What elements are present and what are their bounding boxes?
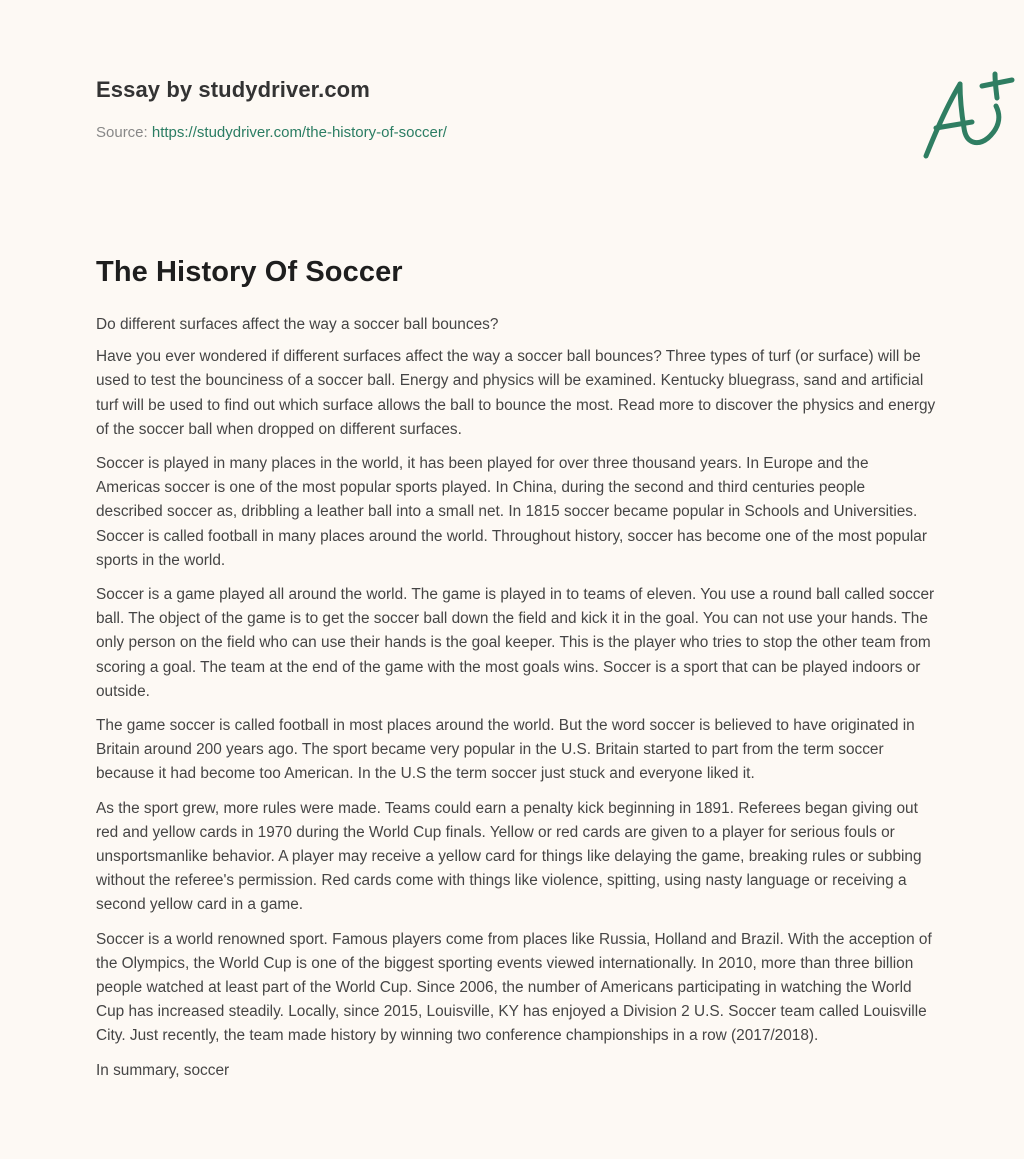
source-link[interactable]: https://studydriver.com/the-history-of-soccer/	[151, 124, 447, 141]
essay-paragraph: Soccer is a game played all around the world. The game is played in to teams of eleven. You use a round ball called soccer ball. The object of the game is to get the soccer ball down the field and kick it in the goal. You can not use your hands. The only person on the field who can use their hands is the goal keeper. This is the player who tries to stop the other team from scoring a goal. The team at the end of the game with the most goals wins. Soccer is a sport that can be played indoors or outside.	[96, 586, 935, 700]
essay-paragraph: Soccer is played in many places in the world, it has been played for over three thousand years. In Europe and the Americas soccer is one of the most popular sports played. In China, during the second and third centuries people described soccer as, dribbling a leather ball into a small net. In 1815 soccer became popular in Schools and Universities. Soccer is called football in many places around the world. Throughout history, soccer has become one of the most popular sports in the world.	[96, 455, 927, 569]
brand-heading: Essay by studydriver.com	[96, 77, 370, 102]
a-plus-grade-icon	[916, 66, 1024, 166]
essay-paragraph: The game soccer is called football in most places around the world. But the word soccer is believed to have originated in Britain around 200 years ago. The sport became very popular in the U.S. Britain started to part from the term soccer because it had become too American. In the U.S the term soccer just stuck and everyone liked it.	[96, 717, 915, 783]
essay-paragraph: Soccer is a world renowned sport. Famous players come from places like Russia, Holland and Brazil. With the acception of the Olympics, the World Cup is one of the biggest sporting events viewed internationally. In 2010, more than three billion people watched at least part of the World Cup. Since 2006, the number of Americans participating in watching the World Cup has increased steadily. Locally, since 2015, Louisville, KY has enjoyed a Division 2 U.S. Soccer team called Louisville City. Just recently, the team made history by winning two conference championships in a row (2017/2018).	[96, 930, 932, 1045]
essay-paragraph: Have you ever wondered if different surfaces affect the way a soccer ball bounces? Three types of turf (or surface) will be used to test the bounciness of a soccer ball. Energy and physics will be examined. Kentucky bluegrass, sand and artificial turf will be used to find out which surface allows the ball to bounce the most. Read more to discover the physics and energy of the soccer ball when dropped on different surfaces.	[96, 348, 936, 438]
essay-paragraph: As the sport grew, more rules were made. Teams could earn a penalty kick beginning in 1891. Referees began giving out red and yellow cards in 1970 during the World Cup finals. Yellow or red cards are given to a player for serious fouls or unsportsmanlike behavior. A player may receive a yellow card for things like delaying the game, breaking rules or subbing without the referee's permission. Red cards come with things like violence, spitting, using nasty language or receiving a second yellow card in a game.	[96, 799, 922, 914]
essay-paragraph-summary: In summary, soccer	[96, 1061, 230, 1079]
essay-paragraph-question: Do different surfaces affect the way a soccer ball bounces?	[96, 316, 499, 333]
source-label: Source:	[96, 124, 148, 141]
source-line	[96, 124, 447, 141]
essay-title: The History Of Soccer	[96, 256, 403, 288]
essay-body	[96, 313, 936, 1093]
